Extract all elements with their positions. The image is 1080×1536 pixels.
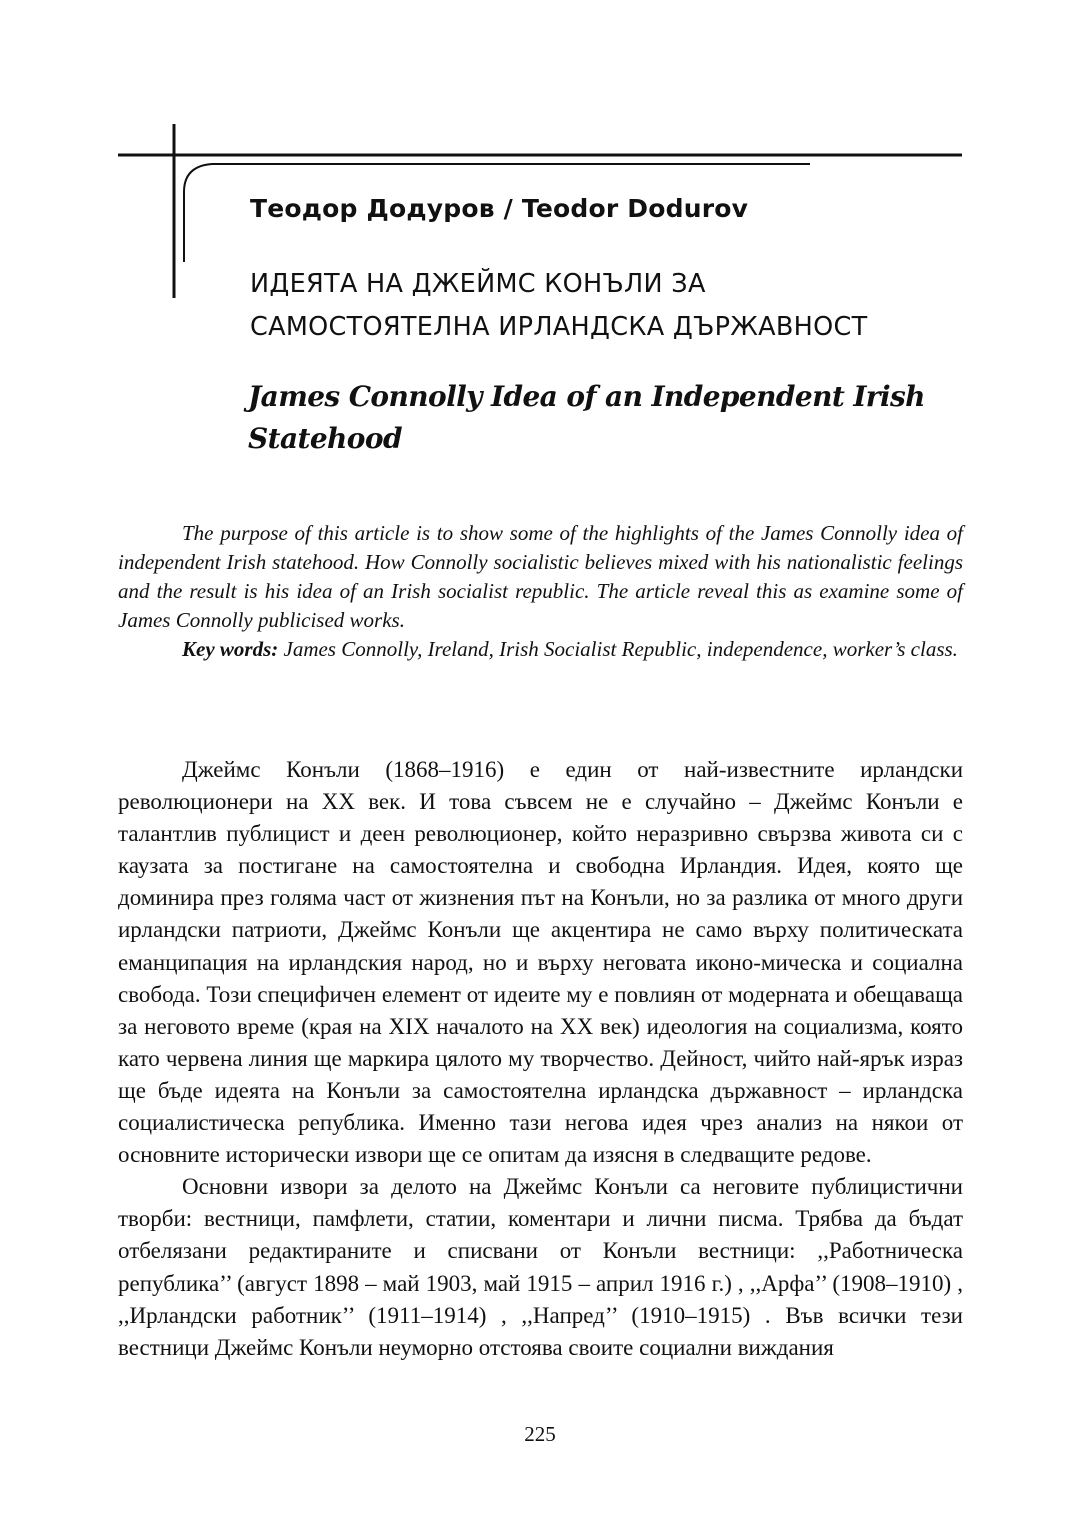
body-paragraph: Джеймс Конъли (1868–1916) е един от най-известните ирландски революционери на ХХ век. И това съвсем не е случайно – Джеймс Конъли е талантлив публицист и деен революционер, който неразривно свързва живота си с каузата за постигане на самостоятелна и свободна Ирландия. Идея, която ще доминира през голяма част от жизнения път на Конъли, но за разлика от много други ирландски патриоти, Джеймс Конъли ще акцентира не само върху политическата еманципация на ирландския народ, но и върху неговата иконо-мическа и социална свобода. Този специфичен елемент от идеите му е повлиян от модерната и обещаваща за неговото време (края на XIX началото на XX век) идеология на социализма, която като червена линия ще маркира цялото му творчество. Дейност, чийто най-ярък израз ще бъде идеята на Конъли за самостоятелна ирландска държавност – ирландска социалистическа република. Именно тази негова идея чрез анализ на някои от основните исторически извори ще се опитам да изясня в следващите редове. xyxy=(118,757,963,1168)
article-title-english xyxy=(248,376,1008,460)
abstract: The purpose of this article is to show some of the highlights of the James Connolly idea of independent Irish statehood. How Connolly socialistic believes mixed with his nationalistic feelings and the result is his idea of an Irish socialist republic. The article reveal this as examine some of James Connolly publicised works. xyxy=(118,521,963,632)
title-bg-line: САМОСТОЯТЕЛНА ИРЛАНДСКА ДЪРЖАВНОСТ xyxy=(250,312,868,342)
keywords-text: James Connolly, Ireland, Irish Socialist Republic, independence, worker’s class. xyxy=(278,637,958,661)
title-bg-line: ИДЕЯТА НА ДЖЕЙМС КОНЪЛИ ЗА xyxy=(250,269,706,299)
title-en-line: Statehood xyxy=(248,422,402,455)
title-en-line: James Connolly Idea of an Independent Irish xyxy=(248,380,925,413)
keywords-label: Key words: xyxy=(182,637,279,661)
article-title-bulgarian xyxy=(250,263,1010,349)
page-number: 225 xyxy=(524,1422,556,1446)
article-body xyxy=(118,754,963,1364)
keywords xyxy=(118,635,963,664)
body-paragraph: Основни извори за делото на Джеймс Конъли са неговите публицистични творби: вестници, памфлети, статии, коментари и лични писма. Трябва да бъдат отбелязани редактираните и списвани от Конъли вестници: ,,Работническа република’’ (август 1898 – май 1903, май 1915 – април 1916 г.) , ,,Арфа’’ (1908–1910) , ,,Ирландски работник’’ (1911–1914) , ,,Напред’’ (1910–1915) . Във всички тези вестници Джеймс Конъли неуморно отстоява своите социални виждания xyxy=(118,1174,963,1360)
author-name: Теодор Додуров / Teodor Dodurov xyxy=(250,194,749,223)
